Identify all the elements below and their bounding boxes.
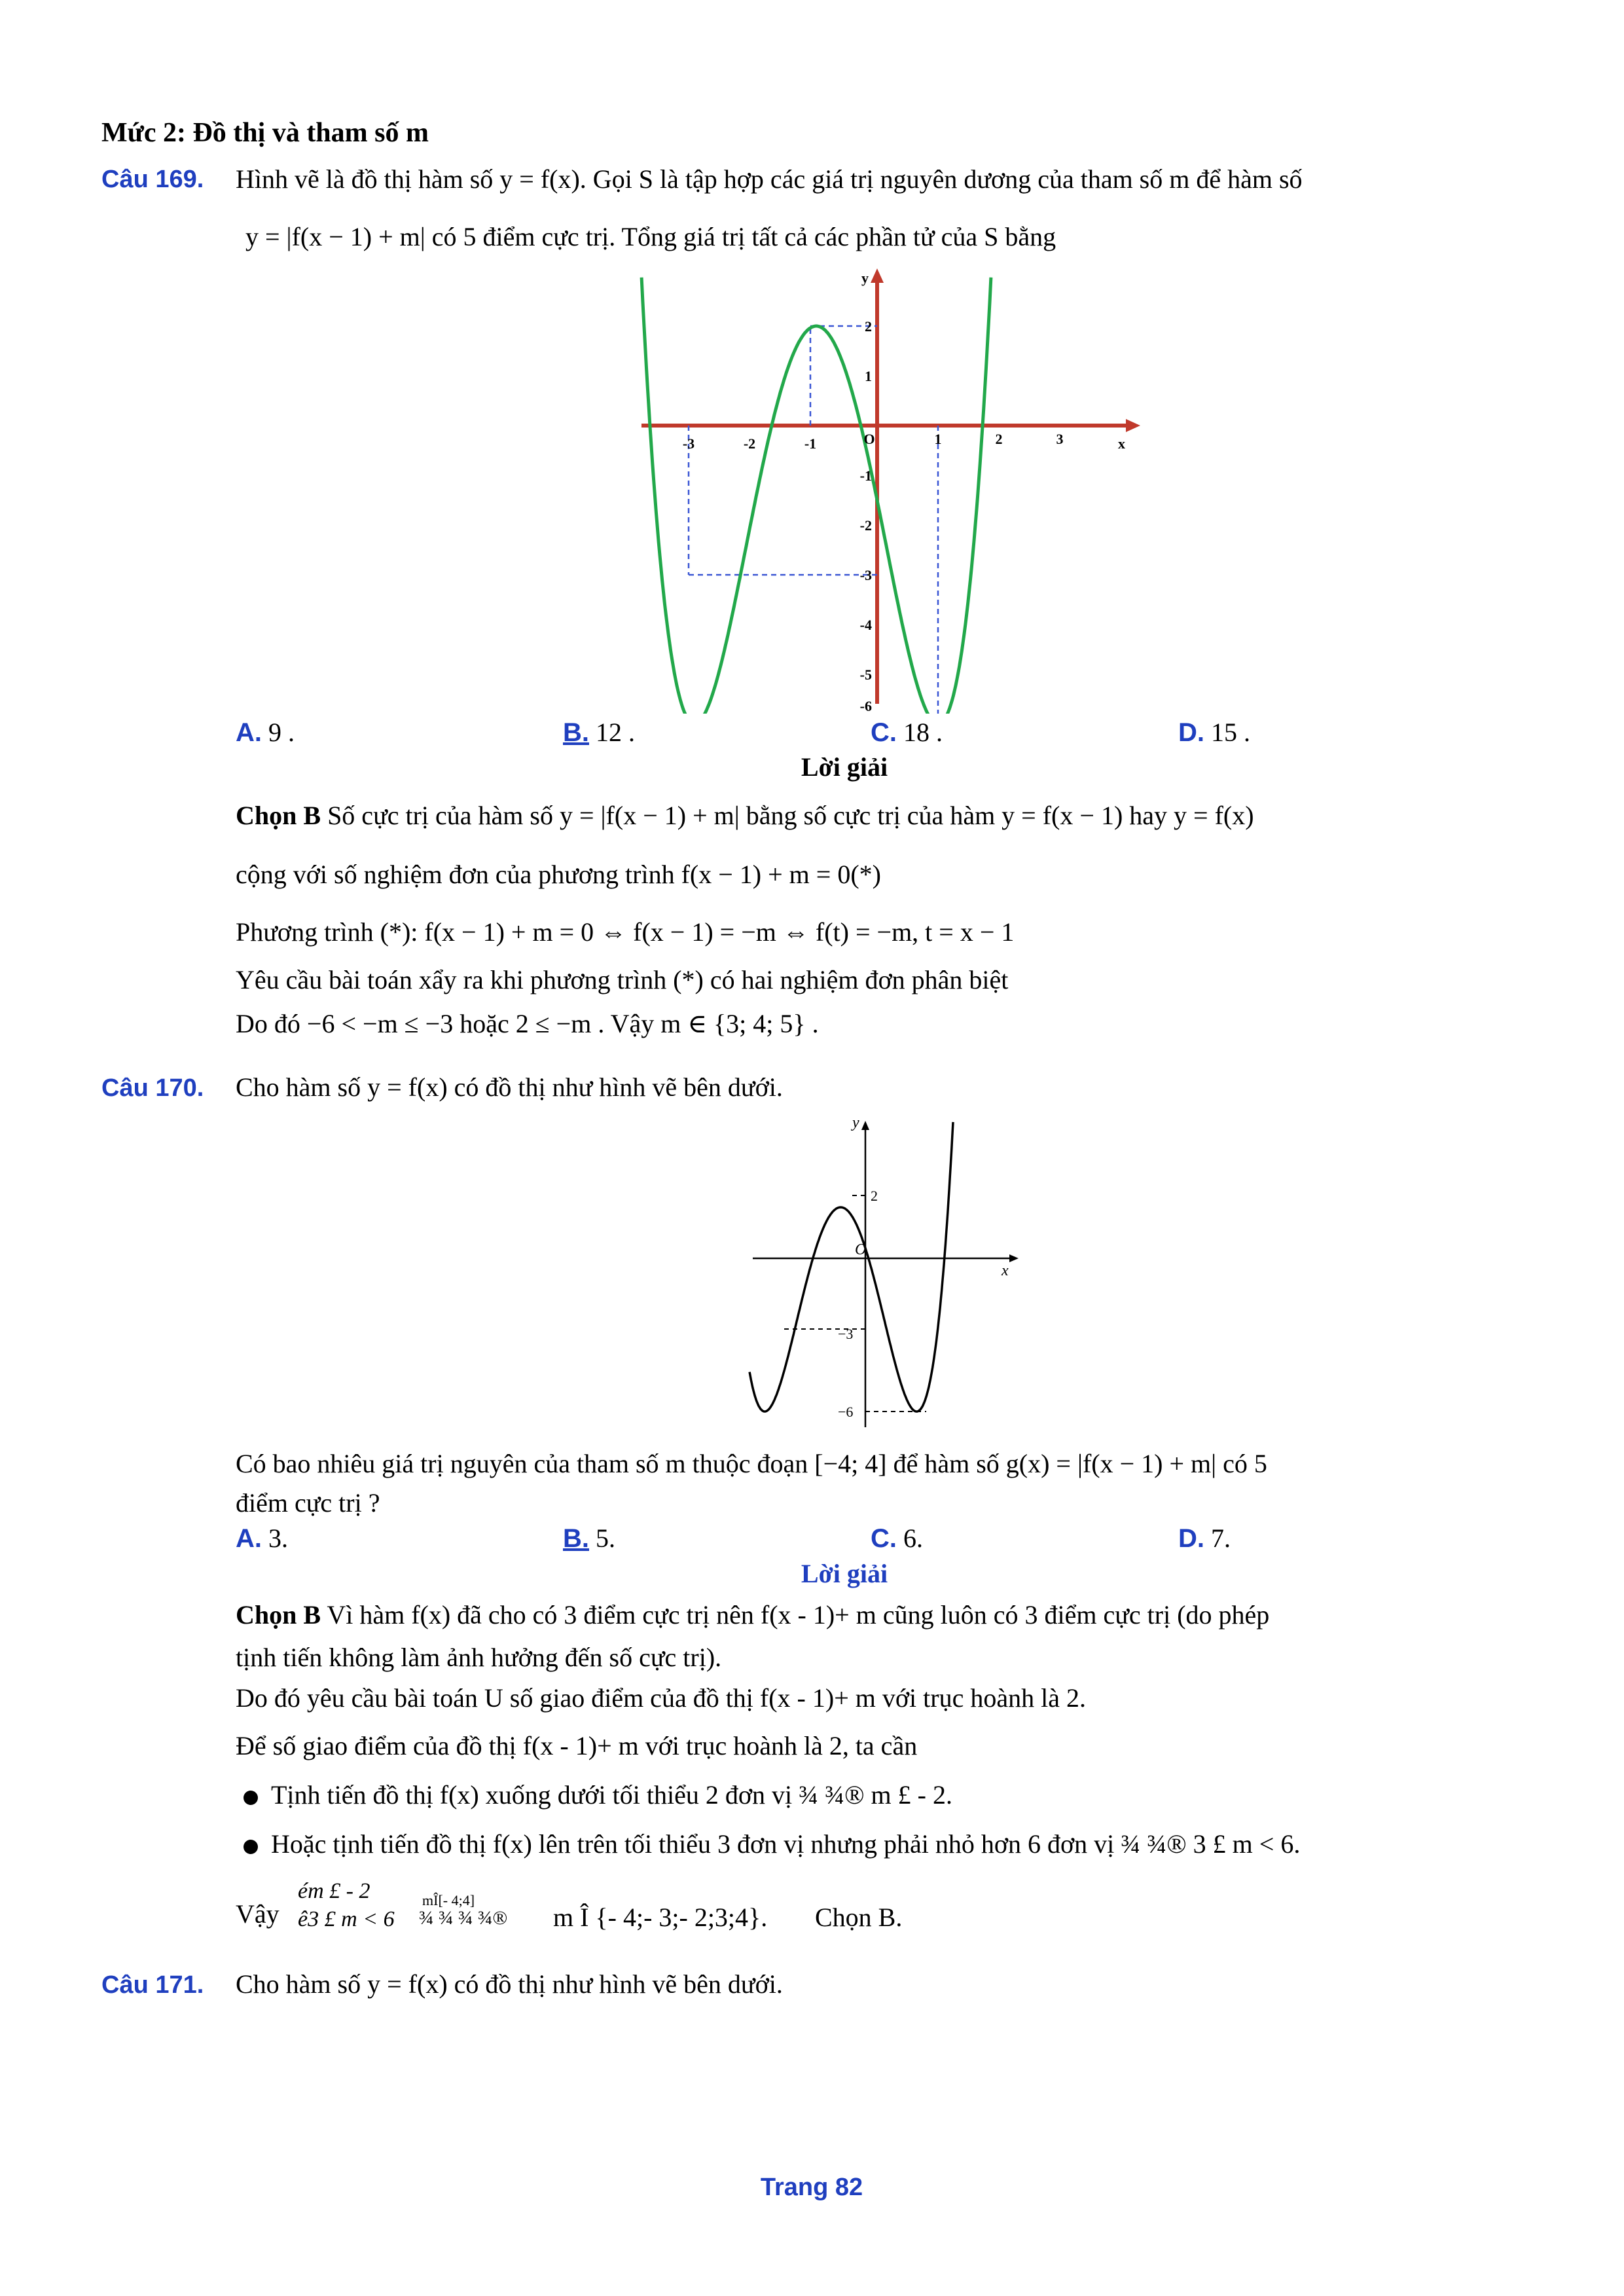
y-tick-minus6: −6: [838, 1404, 854, 1420]
question-170-text-line2: Có bao nhiêu giá trị nguyên của tham số m thuộc đoạn [−4; 4] để hàm số g(x) = |f(x − 1) + m| có 5: [236, 1449, 1267, 1478]
y-tick-minus3: −3: [838, 1326, 854, 1342]
x-tick-2: 2: [995, 431, 1003, 447]
q170-solution-line4: Để số giao điểm của đồ thị f(x - 1)+ m với trục hoành là 2, ta cần: [236, 1731, 918, 1760]
page-number: Trang 82: [760, 2174, 863, 2201]
y-tick-minus3: -3: [859, 567, 872, 583]
q169-option-b-label: B.: [563, 718, 589, 747]
q170-solution-line1: [236, 1599, 1269, 1631]
q169-solution-title: Lời giải: [801, 752, 888, 782]
q170-solution-bullet2-text: Hoặc tịnh tiến đồ thị f(x) lên trên tối thiểu 3 đơn vị nhưng phải nhỏ hơn 6 đơn vị ¾ ¾® 3 £ m < 6.: [271, 1829, 1301, 1859]
q170-arrow: ¾ ¾ ¾ ¾®: [419, 1907, 508, 1929]
q169-option-a-label: A.: [236, 718, 262, 747]
q170-option-b-value: 5.: [596, 1523, 615, 1553]
y-axis-label: y: [861, 270, 869, 286]
origin-label: O: [863, 431, 875, 447]
y-tick-2: 2: [871, 1188, 878, 1204]
q169-option-c-label: C.: [871, 718, 897, 747]
graph-169: [628, 268, 1152, 714]
x-tick-minus3: -3: [682, 435, 695, 452]
q170-solution-bullet2: [244, 1829, 1300, 1860]
q169-solution-line3: Phương trình (*): f(x − 1) + m = 0 ⇔ f(x − 1) = −m ⇔ f(t) = −m, t = x − 1: [236, 917, 1015, 947]
q170-solution-line3: Do đó yêu cầu bài toán U số giao điểm của đồ thị f(x - 1)+ m với trục hoành là 2.: [236, 1683, 1086, 1713]
x-axis-arrow: [1126, 419, 1140, 432]
q169-option-a-value: 9 .: [268, 718, 295, 747]
q170-option-a[interactable]: [236, 1523, 288, 1554]
q169-solution-choice: Chọn B: [236, 801, 321, 830]
q169-option-a[interactable]: [236, 717, 295, 748]
q169-option-b-value: 12 .: [596, 718, 635, 747]
q169-option-d-value: 15 .: [1211, 718, 1250, 747]
question-169-text-line1: Hình vẽ là đồ thị hàm số y = f(x). Gọi S là tập hợp các giá trị nguyên dương của tham số m để hàm số: [236, 164, 1303, 194]
y-tick-minus1: -1: [859, 467, 872, 484]
y-tick-2: 2: [865, 318, 872, 335]
q169-option-c-value: 18 .: [903, 718, 943, 747]
q169-solution-line2: cộng với số nghiệm đơn của phương trình f(x − 1) + m = 0(*): [236, 860, 881, 889]
y-tick-minus2: -2: [859, 517, 872, 534]
y-axis-arrow: [871, 268, 884, 283]
x-tick-minus2: -2: [743, 435, 756, 452]
q169-solution-line1-text: Số cực trị của hàm số y = |f(x − 1) + m| bằng số cực trị của hàm y = f(x − 1) hay y = f(x): [327, 801, 1254, 830]
q170-option-c-value: 6.: [903, 1523, 923, 1553]
x-tick-minus1: -1: [804, 435, 817, 452]
question-169-text-line2: y = |f(x − 1) + m| có 5 điểm cực trị. Tổng giá trị tất cả các phần tử của S bằng: [245, 222, 1056, 251]
q170-system: [298, 1879, 395, 1932]
y-tick-minus6: -6: [859, 698, 872, 714]
bullet-icon: [244, 1840, 258, 1854]
q170-option-b[interactable]: [563, 1523, 615, 1554]
question-170-text-line3: điểm cực trị ?: [236, 1488, 380, 1518]
question-171-label: Câu 171.: [101, 1971, 204, 1999]
q170-option-b-label: B.: [563, 1524, 589, 1553]
graph-curve: [749, 1122, 953, 1412]
q170-system-bottom: ê3 £ m < 6: [298, 1907, 395, 1932]
y-axis-label: y: [852, 1114, 859, 1131]
q170-option-d-label: D.: [1178, 1524, 1204, 1553]
q170-conclusion-prefix: Vậy: [236, 1899, 280, 1929]
q169-solution-line1: [236, 800, 1254, 831]
bullet-icon: [244, 1791, 258, 1805]
q170-option-d[interactable]: [1178, 1523, 1231, 1554]
y-tick-minus5: -5: [859, 666, 872, 683]
x-tick-3: 3: [1056, 431, 1064, 447]
section-heading: Mức 2: Đồ thị và tham số m: [101, 118, 429, 148]
q169-option-d[interactable]: [1178, 717, 1250, 748]
q169-option-d-label: D.: [1178, 718, 1204, 747]
x-tick-1: 1: [934, 431, 942, 447]
origin-label: O: [855, 1241, 867, 1258]
q170-option-c-label: C.: [871, 1524, 897, 1553]
q170-solution-bullet1-text: Tịnh tiến đồ thị f(x) xuống dưới tối thiểu 2 đơn vị ¾ ¾® m £ - 2.: [271, 1780, 952, 1810]
q169-option-c[interactable]: [871, 717, 943, 748]
q169-option-b[interactable]: [563, 717, 635, 748]
q170-choose: Chọn B.: [815, 1903, 903, 1932]
y-tick-minus4: -4: [859, 617, 872, 633]
y-tick-1: 1: [865, 368, 872, 384]
q170-option-a-value: 3.: [268, 1523, 288, 1553]
q169-solution-line5: Do đó −6 < −m ≤ −3 hoặc 2 ≤ −m . Vậy m ∈ {3; 4; 5} .: [236, 1009, 819, 1038]
q170-option-a-label: A.: [236, 1524, 262, 1553]
question-170-text-line1: Cho hàm số y = f(x) có đồ thị như hình vẽ bên dưới.: [236, 1072, 783, 1102]
q170-option-c[interactable]: [871, 1523, 923, 1554]
q170-solution-line1-text: Vì hàm f(x) đã cho có 3 điểm cực trị nên f(x - 1)+ m cũng luôn có 3 điểm cực trị (do phép: [327, 1600, 1270, 1630]
y-axis-arrow: [861, 1121, 869, 1130]
question-170-label: Câu 170.: [101, 1074, 204, 1102]
x-axis-label: x: [1118, 435, 1125, 452]
q170-system-top: ém £ - 2: [298, 1879, 370, 1903]
q170-arrow-cond: mÎ[- 4;4]: [422, 1892, 475, 1908]
q169-solution-line4: Yêu cầu bài toán xẩy ra khi phương trình (*) có hai nghiệm đơn phân biệt: [236, 965, 1009, 994]
x-axis-arrow: [1009, 1254, 1019, 1262]
q170-solution-title: Lời giải: [801, 1559, 888, 1588]
graph-170: [740, 1113, 1021, 1440]
q170-solution-choice: Chọn B: [236, 1600, 321, 1630]
q170-solution-bullet1: [244, 1779, 952, 1811]
q170-option-d-value: 7.: [1211, 1523, 1231, 1553]
q170-result: m Î {- 4;- 3;- 2;3;4}.: [553, 1903, 768, 1932]
question-169-label: Câu 169.: [101, 166, 204, 193]
x-axis-label: x: [1001, 1262, 1009, 1279]
q170-solution-line2: tịnh tiến không làm ảnh hưởng đến số cực trị).: [236, 1643, 722, 1672]
question-171-text-line1: Cho hàm số y = f(x) có đồ thị như hình vẽ bên dưới.: [236, 1969, 783, 1999]
